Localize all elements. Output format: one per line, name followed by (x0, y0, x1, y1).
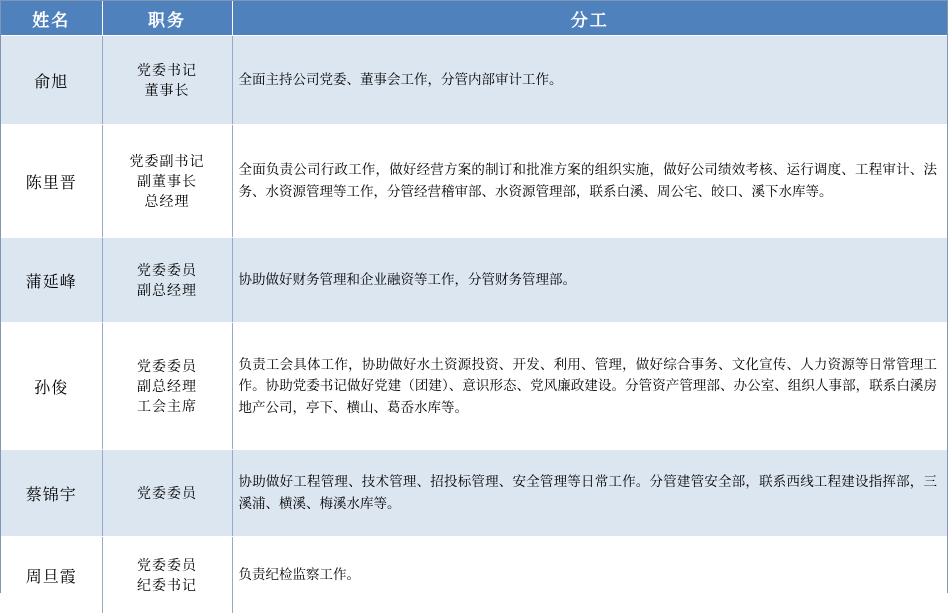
post-line: 副董事长 (137, 172, 197, 189)
duty-table (1, 1, 947, 614)
table-header (1, 1, 947, 36)
column-header-duty: 分工 (232, 1, 947, 36)
cell-duty: 协助做好财务管理和企业融资等工作，分管财务管理部。 (232, 238, 947, 323)
cell-duty: 全面主持公司党委、董事会工作，分管内部审计工作。 (232, 36, 947, 125)
cell-post (102, 238, 232, 323)
cell-duty: 负责工会具体工作，协助做好水土资源投资、开发、利用、管理，做好综合事务、文化宣传、人力资源等日常管理工作。协助党委书记做好党建（团建）、意识形态、党风廉政建设。分管资产管理部、办公室、组织人事部，联系白溪房地产公司，亭下、横山、葛岙水库等。 (232, 323, 947, 450)
cell-name: 蒲延峰 (1, 238, 102, 323)
table-row (1, 323, 947, 450)
post-line: 党委委员 (137, 556, 197, 573)
column-header-post: 职务 (102, 1, 232, 36)
post-line: 党委委员 (137, 357, 197, 374)
table-row (1, 125, 947, 238)
table-row (1, 238, 947, 323)
post-line: 总经理 (144, 193, 190, 210)
cell-name: 周旦霞 (1, 537, 102, 614)
table-header-row (1, 1, 947, 36)
cell-post (102, 450, 232, 537)
post-line: 党委书记 (137, 61, 197, 78)
table-body (1, 36, 947, 614)
post-line: 副总经理 (137, 282, 197, 298)
cell-post (102, 323, 232, 450)
cell-duty: 协助做好工程管理、技术管理、招投标管理、安全管理等日常工作。分管建管安全部，联系西线工程建设指挥部，三溪浦、横溪、梅溪水库等。 (232, 450, 947, 537)
cell-name: 孙俊 (1, 323, 102, 450)
cell-duty: 负责纪检监察工作。 (232, 537, 947, 614)
post-line: 党委委员 (137, 261, 197, 278)
post-line: 副总经理 (137, 377, 197, 394)
post-line: 工会主席 (137, 398, 197, 415)
table-row (1, 450, 947, 537)
post-line: 党委委员 (137, 484, 197, 501)
cell-name: 蔡锦宇 (1, 450, 102, 537)
cell-name: 陈里晋 (1, 125, 102, 238)
table-row (1, 36, 947, 125)
cell-post (102, 125, 232, 238)
post-line: 纪委书记 (137, 577, 197, 593)
cell-name: 俞旭 (1, 36, 102, 125)
cell-post (102, 36, 232, 125)
post-line: 董事长 (144, 82, 190, 98)
cell-post (102, 537, 232, 614)
post-line: 党委副书记 (129, 152, 205, 169)
cell-duty: 全面负责公司行政工作，做好经营方案的制订和批准方案的组织实施，做好公司绩效考核、运行调度、工程审计、法务、水资源管理等工作，分管经营稽审部、水资源管理部，联系白溪、周公宅、皎口、溪下水库等。 (232, 125, 947, 238)
table-row (1, 537, 947, 614)
column-header-name: 姓名 (1, 1, 102, 36)
